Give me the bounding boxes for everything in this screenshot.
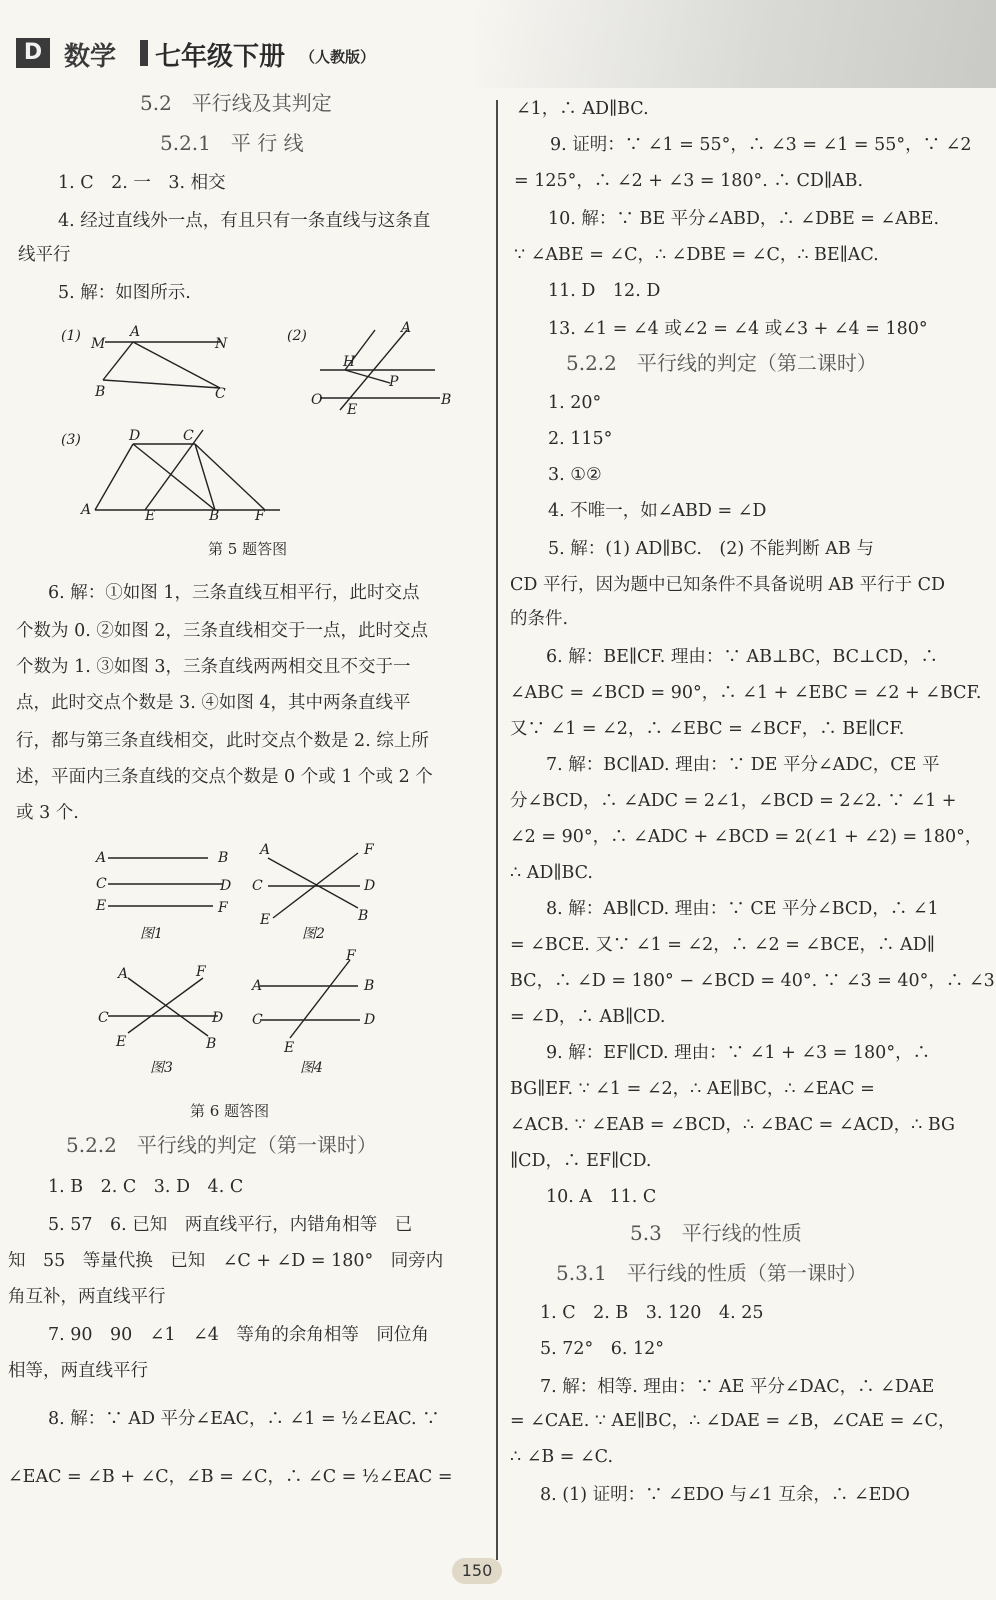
answer-line: 4. 不唯一，如∠ABD = ∠D	[548, 501, 767, 521]
answer-line: 5. 解：(1) AD∥BC. (2) 不能判断 AB 与	[548, 539, 874, 559]
grade-label: 七年级下册	[155, 42, 286, 72]
answer-line: 8. 解：AB∥CD. 理由：∵ CE 平分∠BCD，∴ ∠1	[546, 899, 939, 919]
answer-line: 7. 解：相等. 理由：∵ AE 平分∠DAC，∴ ∠DAE	[540, 1377, 935, 1397]
answer-line: ∠ACB. ∵ ∠EAB = ∠BCD，∴ ∠BAC = ∠ACD，∴ BG	[510, 1115, 955, 1135]
svg-text:E: E	[347, 402, 358, 418]
answer-line: 1. B 2. C 3. D 4. C	[48, 1177, 244, 1197]
svg-text:E: E	[116, 1034, 127, 1050]
svg-text:E: E	[260, 912, 271, 928]
svg-text:D: D	[129, 428, 141, 444]
svg-text:H: H	[343, 354, 356, 370]
answer-line: 3. ①②	[548, 465, 602, 485]
answer-line: 点，此时交点个数是 3. ④如图 4，其中两条直线平	[16, 693, 411, 713]
answer-line: CD 平行，因为题中已知条件不具备说明 AB 平行于 CD	[510, 575, 946, 595]
svg-text:B: B	[206, 1036, 217, 1052]
answer-line: = ∠CAE. ∵ AE∥BC，∴ ∠DAE = ∠B，∠CAE = ∠C，	[510, 1411, 956, 1431]
answer-line: 又∵ ∠1 = ∠2，∴ ∠EBC = ∠BCF，∴ BE∥CF.	[510, 719, 905, 739]
svg-text:C: C	[252, 878, 263, 894]
answer-line: 分∠BCD，∴ ∠ADC = 2∠1，∠BCD = 2∠2. ∵ ∠1 +	[510, 791, 957, 811]
svg-text:B: B	[95, 384, 106, 400]
series-badge: D	[16, 38, 50, 68]
svg-text:A: A	[130, 324, 141, 340]
svg-text:F: F	[196, 964, 206, 980]
figure-caption: 第 5 题答图	[208, 540, 288, 558]
fig-label-1: (1)	[61, 328, 81, 344]
answer-line: 述，平面内三条直线的交点个数是 0 个或 1 个或 2 个	[16, 767, 433, 787]
svg-text:D: D	[212, 1010, 224, 1026]
answer-line: 的条件.	[510, 609, 569, 629]
answer-line: 1. C 2. 一 3. 相交	[58, 173, 226, 193]
figure-2-label: 图2	[302, 926, 325, 942]
answer-line: 角互补，两直线平行	[8, 1287, 166, 1307]
answer-line: 2. 115°	[548, 429, 613, 449]
svg-text:A: A	[118, 966, 129, 982]
answer-line: 13. ∠1 = ∠4 或∠2 = ∠4 或∠3 + ∠4 = 180°	[548, 319, 928, 339]
svg-text:C: C	[252, 1012, 263, 1028]
answer-line: BG∥EF. ∵ ∠1 = ∠2，∴ AE∥BC，∴ ∠EAC =	[510, 1079, 875, 1099]
svg-text:C: C	[215, 386, 226, 402]
svg-text:E: E	[96, 898, 107, 914]
svg-text:A: A	[401, 320, 412, 336]
figure-1-label: 图1	[140, 926, 163, 942]
section-title: 5.2.2 平行线的判定（第二课时）	[566, 351, 877, 375]
figure-3-label: 图3	[150, 1060, 173, 1076]
page-number: 150	[452, 1558, 502, 1584]
section-title: 5.3 平行线的性质	[630, 1221, 802, 1245]
answer-line: 1. C 2. B 3. 120 4. 25	[540, 1303, 764, 1323]
answer-line: = ∠D，∴ AB∥CD.	[510, 1007, 666, 1027]
answer-line: 6. 解：①如图 1，三条直线互相平行，此时交点	[48, 583, 420, 603]
answer-line: 相等，两直线平行	[8, 1361, 148, 1381]
answer-line: ∵ ∠ABE = ∠C，∴ ∠DBE = ∠C，∴ BE∥AC.	[514, 245, 879, 265]
answer-line: 5. 57 6. 已知 两直线平行，内错角相等 已	[48, 1215, 413, 1235]
answer-line: ∠ABC = ∠BCD = 90°，∴ ∠1 + ∠EBC = ∠2 + ∠BCF.	[510, 683, 982, 703]
answer-line: ∥CD，∴ EF∥CD.	[510, 1151, 652, 1171]
answer-line: 7. 解：BC∥AD. 理由：∵ DE 平分∠ADC，CE 平	[546, 755, 940, 775]
subsection-title: 5.3.1 平行线的性质（第一课时）	[556, 1261, 867, 1285]
answer-line: 11. D 12. D	[548, 281, 661, 301]
fig-label-2: (2)	[287, 328, 307, 344]
svg-text:F: F	[218, 900, 228, 916]
figure-4-label: 图4	[300, 1060, 323, 1076]
svg-text:B: B	[209, 508, 220, 524]
answer-line: 4. 经过直线外一点，有且只有一条直线与这条直	[58, 211, 431, 231]
svg-text:B: B	[441, 392, 452, 408]
answer-line: 6. 解：BE∥CF. 理由：∵ AB⊥BC，BC⊥CD，∴	[546, 647, 938, 667]
svg-text:C: C	[183, 428, 194, 444]
answer-line: 个数为 1. ③如图 3，三条直线两两相交且不交于一	[16, 657, 411, 677]
edition-label: （人教版）	[300, 48, 376, 66]
svg-text:A: A	[260, 842, 271, 858]
answer-line: ∠2 = 90°，∴ ∠ADC + ∠BCD = 2(∠1 + ∠2) = 180°，	[510, 827, 983, 847]
svg-text:D: D	[220, 878, 232, 894]
answer-line: 8. (1) 证明：∵ ∠EDO 与∠1 互余，∴ ∠EDO	[540, 1485, 910, 1505]
answer-line: ∴ ∠B = ∠C.	[510, 1447, 614, 1467]
answer-line: = ∠BCE. 又∵ ∠1 = ∠2，∴ ∠2 = ∠BCE，∴ AD∥	[510, 935, 935, 955]
svg-text:A: A	[81, 502, 92, 518]
answer-line: 知 55 等量代换 已知 ∠C + ∠D = 180° 同旁内	[8, 1251, 444, 1271]
answer-line: 1. 20°	[548, 393, 602, 413]
svg-text:B: B	[218, 850, 229, 866]
svg-text:M: M	[91, 336, 106, 352]
section-title: 5.2 平行线及其判定	[140, 91, 332, 115]
svg-text:A: A	[252, 978, 263, 994]
subsection-title: 5.2.1 平 行 线	[160, 131, 304, 155]
svg-text:C: C	[96, 876, 107, 892]
svg-text:O: O	[311, 392, 323, 408]
svg-text:C: C	[98, 1010, 109, 1026]
answer-line: BC，∴ ∠D = 180° − ∠BCD = 40°. ∵ ∠3 = 40°，∴ ∠3	[510, 971, 995, 991]
answer-line: 9. 解：EF∥CD. 理由：∵ ∠1 + ∠3 = 180°，∴	[546, 1043, 931, 1063]
figure-caption: 第 6 题答图	[190, 1102, 270, 1120]
answer-line: ∴ AD∥BC.	[510, 863, 593, 883]
svg-text:E: E	[284, 1040, 295, 1056]
answer-line: ∠EAC = ∠B + ∠C，∠B = ∠C，∴ ∠C = ½∠EAC =	[8, 1467, 453, 1487]
svg-text:F: F	[255, 508, 265, 524]
answer-line: 或 3 个.	[16, 803, 79, 823]
svg-text:E: E	[145, 508, 156, 524]
q6-figure	[88, 838, 398, 1092]
answer-line: 线平行	[18, 245, 71, 265]
svg-text:N: N	[215, 336, 228, 352]
answer-line: 个数为 0. ②如图 2，三条直线相交于一点，此时交点	[16, 621, 429, 641]
answer-line: 5. 72° 6. 12°	[540, 1339, 665, 1359]
svg-text:A: A	[96, 850, 107, 866]
subject-label: 数学	[64, 42, 117, 72]
answer-line: 行，都与第三条直线相交，此时交点个数是 2. 综上所	[16, 731, 429, 751]
svg-text:P: P	[389, 374, 399, 390]
answer-line: 5. 解：如图所示.	[58, 283, 191, 303]
q5-figure	[55, 318, 475, 542]
svg-text:F: F	[346, 948, 356, 964]
svg-text:D: D	[364, 878, 376, 894]
answer-line: 10. A 11. C	[546, 1187, 657, 1207]
svg-text:B: B	[358, 908, 369, 924]
answer-line: 10. 解：∵ BE 平分∠ABD，∴ ∠DBE = ∠ABE.	[548, 209, 940, 229]
section-title: 5.2.2 平行线的判定（第一课时）	[66, 1133, 377, 1157]
answer-line: ∠1，∴ AD∥BC.	[516, 99, 649, 119]
header-gradient	[476, 0, 996, 88]
answer-line: 8. 解：∵ AD 平分∠EAC，∴ ∠1 = ½∠EAC. ∵	[48, 1409, 440, 1429]
page-header	[0, 0, 996, 92]
answer-line: 9. 证明：∵ ∠1 = 55°，∴ ∠3 = ∠1 = 55°，∵ ∠2	[550, 135, 972, 155]
svg-text:F: F	[364, 842, 374, 858]
svg-text:B: B	[364, 978, 375, 994]
answer-line: = 125°，∴ ∠2 + ∠3 = 180°. ∴ CD∥AB.	[514, 171, 864, 191]
column-divider	[496, 100, 498, 1560]
svg-text:D: D	[364, 1012, 376, 1028]
fig-label-3: (3)	[61, 432, 81, 448]
header-divider	[140, 40, 148, 66]
answer-line: 7. 90 90 ∠1 ∠4 等角的余角相等 同位角	[48, 1325, 429, 1345]
